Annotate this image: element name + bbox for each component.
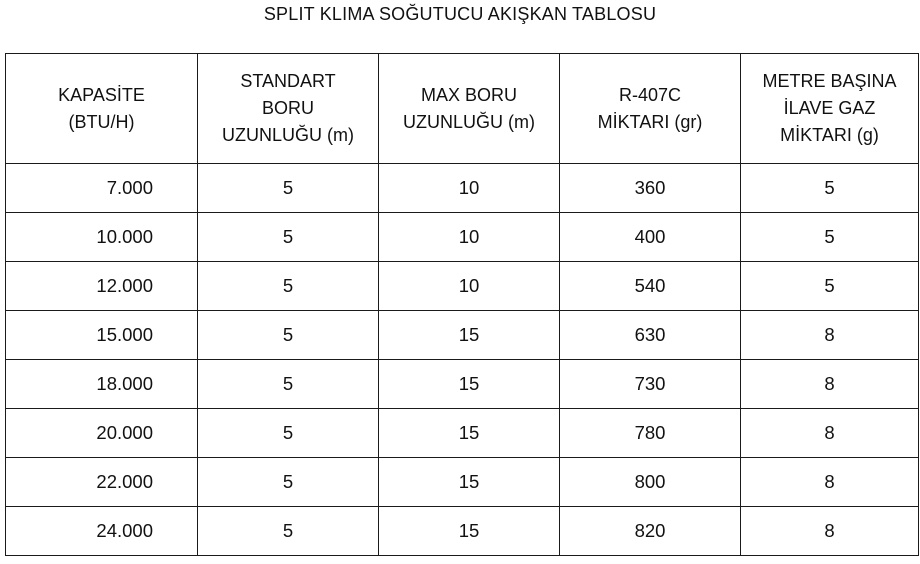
cell-standard-pipe-length: 5 — [198, 213, 379, 262]
cell-standard-pipe-length: 5 — [198, 458, 379, 507]
table-row — [6, 458, 919, 507]
cell-standard-pipe-length: 5 — [198, 409, 379, 458]
cell-refrigerant-amount: 780 — [560, 409, 741, 458]
header-capacity — [6, 54, 198, 164]
header-refrigerant-amount — [560, 54, 741, 164]
cell-capacity: 24.000 — [6, 507, 198, 556]
cell-max-pipe-length: 15 — [379, 507, 560, 556]
cell-standard-pipe-length: 5 — [198, 311, 379, 360]
table-row — [6, 507, 919, 556]
cell-max-pipe-length: 15 — [379, 458, 560, 507]
header-line: KAPASİTE — [58, 84, 145, 105]
cell-extra-gas-per-meter: 5 — [741, 262, 919, 311]
cell-capacity: 10.000 — [6, 213, 198, 262]
header-line: STANDART — [240, 71, 336, 91]
cell-standard-pipe-length: 5 — [198, 262, 379, 311]
table-header — [6, 54, 919, 164]
cell-extra-gas-per-meter: 8 — [741, 360, 919, 409]
header-line: MİKTARI (gr) — [597, 111, 703, 132]
header-max-pipe-length — [379, 54, 560, 164]
cell-extra-gas-per-meter: 8 — [741, 311, 919, 360]
table-row — [6, 262, 919, 311]
cell-capacity: 15.000 — [6, 311, 198, 360]
header-line: İLAVE GAZ — [783, 98, 876, 118]
cell-capacity: 12.000 — [6, 262, 198, 311]
header-standard-pipe-length — [198, 54, 379, 164]
table-body — [6, 164, 919, 556]
cell-extra-gas-per-meter: 5 — [741, 213, 919, 262]
cell-capacity: 18.000 — [6, 360, 198, 409]
header-line: (BTU/H) — [68, 111, 135, 132]
cell-refrigerant-amount: 800 — [560, 458, 741, 507]
cell-extra-gas-per-meter: 8 — [741, 458, 919, 507]
cell-extra-gas-per-meter: 8 — [741, 409, 919, 458]
refrigerant-table — [5, 53, 919, 556]
table-row — [6, 360, 919, 409]
cell-max-pipe-length: 10 — [379, 213, 560, 262]
cell-max-pipe-length: 15 — [379, 409, 560, 458]
cell-capacity: 7.000 — [6, 164, 198, 213]
cell-refrigerant-amount: 730 — [560, 360, 741, 409]
cell-refrigerant-amount: 630 — [560, 311, 741, 360]
table-title: SPLIT KLIMA SOĞUTUCU AKIŞKAN TABLOSU — [263, 4, 657, 24]
header-line: METRE BAŞINA — [762, 71, 897, 91]
header-row — [6, 54, 919, 164]
cell-capacity: 20.000 — [6, 409, 198, 458]
header-line: MİKTARI (g) — [780, 125, 879, 145]
cell-max-pipe-length: 15 — [379, 311, 560, 360]
cell-max-pipe-length: 15 — [379, 360, 560, 409]
table-row — [6, 213, 919, 262]
cell-refrigerant-amount: 820 — [560, 507, 741, 556]
header-extra-gas-per-meter — [741, 54, 919, 164]
cell-capacity: 22.000 — [6, 458, 198, 507]
cell-standard-pipe-length: 5 — [198, 164, 379, 213]
cell-max-pipe-length: 10 — [379, 164, 560, 213]
header-line: UZUNLUĞU (m) — [222, 125, 354, 145]
header-line: BORU — [261, 98, 314, 118]
cell-max-pipe-length: 10 — [379, 262, 560, 311]
table-row — [6, 311, 919, 360]
table-row — [6, 164, 919, 213]
cell-refrigerant-amount: 540 — [560, 262, 741, 311]
cell-refrigerant-amount: 400 — [560, 213, 741, 262]
cell-extra-gas-per-meter: 8 — [741, 507, 919, 556]
header-line: UZUNLUĞU (m) — [403, 111, 535, 132]
cell-refrigerant-amount: 360 — [560, 164, 741, 213]
header-line: MAX BORU — [420, 84, 517, 105]
cell-extra-gas-per-meter: 5 — [741, 164, 919, 213]
header-line: R-407C — [618, 84, 682, 105]
table-row — [6, 409, 919, 458]
cell-standard-pipe-length: 5 — [198, 507, 379, 556]
cell-standard-pipe-length: 5 — [198, 360, 379, 409]
